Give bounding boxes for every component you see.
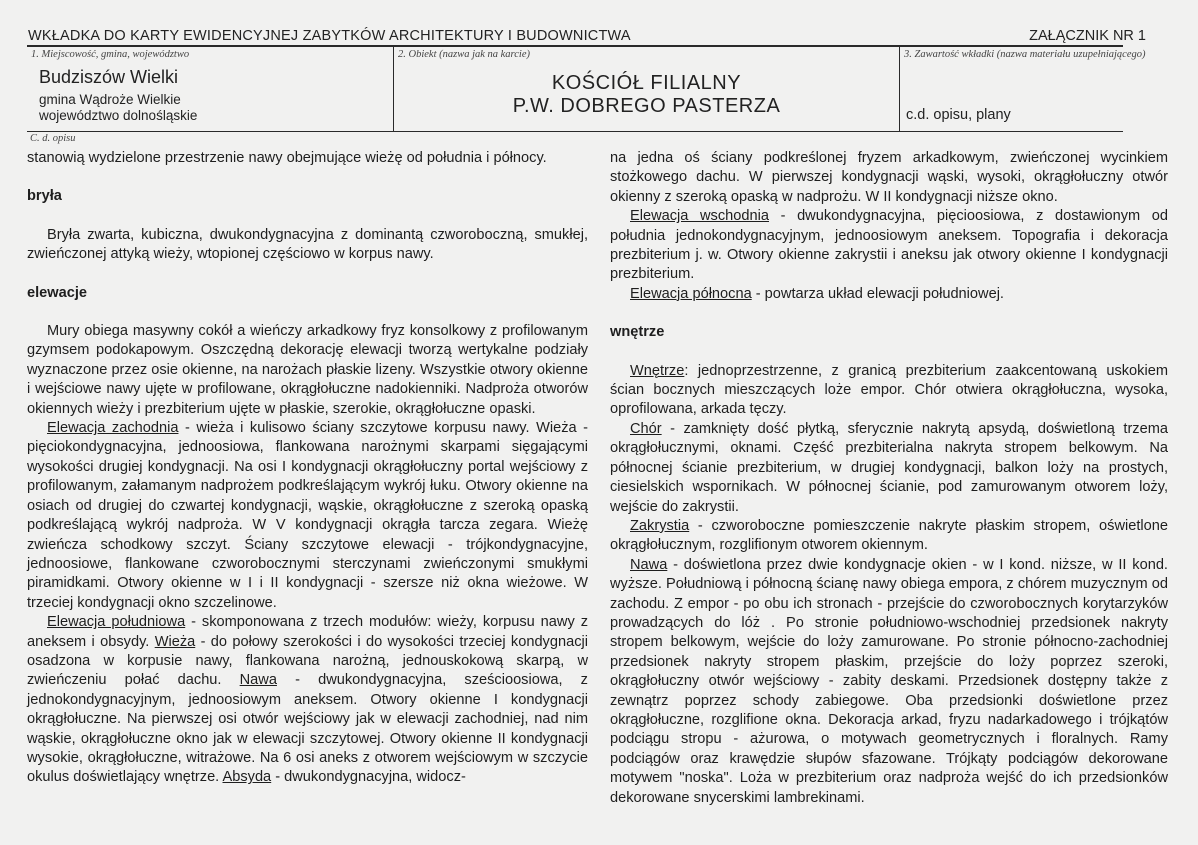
paragraph-sacristy <box>610 517 1168 556</box>
annex-number: ZAŁĄCZNIK NR 1 <box>1029 28 1146 44</box>
text: - skomponowana z trzech modułów: wieży, korpusu nawy z aneksem i obsydy. <box>27 614 588 650</box>
object-label: 2. Obiekt (nazwa jak na karcie) <box>398 49 530 60</box>
term-north-elevation: Elewacja północna <box>630 285 752 302</box>
voivodeship-name: województwo dolnośląskie <box>39 108 198 123</box>
text: - dwukondygnacyjna, widocz- <box>271 769 466 786</box>
object-name-line1: KOŚCIÓŁ FILIALNY <box>551 72 742 94</box>
paragraph-east-elevation <box>610 207 1168 285</box>
right-column <box>610 149 1168 808</box>
paragraph-nave <box>610 556 1168 808</box>
paragraph-south-elevation <box>27 613 588 788</box>
term-west-elevation: Elewacja zachodnia <box>47 420 179 437</box>
text: : jednoprzestrzenne, z granicą prezbiterium zaakcentowaną uskokiem ścian bocznych mieszczących loże empor. Chór otwiera okrągłołuczna, wysoka, oprofilowana, arkada tęczy. <box>610 362 1168 418</box>
paragraph-interior <box>610 362 1168 420</box>
paragraph-north-elevation <box>610 285 1168 304</box>
place-name: Budziszów Wielki <box>39 67 179 87</box>
paragraph: na jedna oś ściany podkreślonej fryzem arkadkowym, zwieńczonej wycinkiem stożkowego dachu. W pierwszej kondygnacji wąski, wysoki, okrągłołuczny otwór okienny z szeroką opaską w nadprożu. W II kondygnacji niższe okno. <box>610 150 1168 205</box>
form-header-table <box>27 45 1146 132</box>
text: - powtarza układ elewacji południowej. <box>751 285 1004 302</box>
continuation-label: C. d. opisu <box>30 133 76 144</box>
object-name-line2: P.W. DOBREGO PASTERZA <box>512 95 781 117</box>
section-heading-wnetrze: wnętrze <box>610 324 665 341</box>
text: - zamknięty dość płytką, sferycznie nakrytą apsydą, doświetloną trzema okrągłołucznymi, oknami. Część prezbiterialna nakryta stropem belkowym. Na północnej ścianie prezbiterium, w drugiej kondygnacji, balkon loży na prostych, ciesielskich wspornikach. W północnej ścianie, pod zamurowanym otworem loży, wejście do zakrystii. <box>610 420 1168 515</box>
gmina-name: gmina Wądroże Wielkie <box>39 92 181 107</box>
contents-cell <box>900 47 1146 131</box>
text: - dwukondygnacyjna, sześcioosiowa, z jednokondygnacyjnym, jednoosiowym aneksem. Otwory okienne I kondygnacji okrągłołuczne. Na pierwszej osi otwór wejściowy jak w elewacji zachodniej, nad nim wąskie, okrągłołuczne okno jak w elewacji szczytowej. Otwory okienne II kondygnacji wysokie, okrągłołuczne, witrażowe. Na 6 osi aneks z otworem wejściowym w szczycie okulus doświetlający wnętrze. <box>27 672 588 786</box>
paragraph: stanowią wydzielone przestrzenie nawy obejmujące wieżę od południa i północy. <box>27 150 547 166</box>
section-heading-bryla: bryła <box>27 188 62 205</box>
term-east-elevation: Elewacja wschodnia <box>630 208 769 225</box>
contents-value: c.d. opisu, plany <box>906 107 1011 123</box>
text: - doświetlona przez dwie kondygnacje okien - w I kond. niższe, w II kond. wyższe. Południową i północną ścianę nawy obiega empora, z chórem muzycznym od zachodu. Z empor - po obu ich stronach - przejście do czworobocznych korytarzyków prowadzących do lóż . Po stronie południowo-wschodniej przedsionek nakryty stropem belkowym, wejście do loży zamurowane. Po stronie północno-zachodniej przedsionek nakryty stropem płaskim, przejście do loży poprzez szeroki, okrągłołuczny otwór wejściowy - zabity deskami. Przedsionek dostępny także z zewnątrz poprzez schody zabiegowe. Oba przedsionki doświetlone przez okrągłołuczne, rozglifione okna. Dekoracja arkad, fryzu nadarkadowego i trójkątów podciągu stropu - ażurowa, o motywach geometrycznych i floralnych. Ramy podciągów oraz krawędzie słupów sfazowane. Trójkąty podciągów dekorowane motywem "noska". Loża w prezbiterium oraz nadproża wejść do ich przedsionków dekorowane snycerskimi lambrekinami. <box>610 556 1168 806</box>
paragraph-choir <box>610 420 1168 517</box>
term-sacristy: Zakrystia <box>630 517 690 534</box>
text: - dwukondygnacyjna, pięcioosiowa, z dostawionym od południa jednokondygnacyjnym, jednoosiowym aneksem. Topografia i dekoracja prezbiterium j. w. Otwory okienne zakrystii i aneksu jak otwory okienne I kondygnacji prezbiterium. <box>610 208 1169 283</box>
paragraph-bryla: Bryła zwarta, kubiczna, dwukondygnacyjna z dominantą czworoboczną, smukłej, zwieńczonej attyką wieży, wtopionej częściowo w korpus nawy. <box>27 226 588 263</box>
term-nave: Nawa <box>239 672 277 689</box>
object-cell <box>394 47 900 131</box>
term-nave: Nawa <box>630 556 668 573</box>
contents-label: 3. Zawartość wkładki (nazwa materiału uzupełniającego) <box>904 49 1146 60</box>
paragraph-elewacje: Mury obiega masywny cokół a wieńczy arkadkowy fryz konsolkowy z profilowanym gzymsem podokapowym. Oszczędną dekorację elewacji tworzą wertykalne podziały wyznaczone przez osie okienne, na narożach płaskie lizeny. Wszystkie otwory okienne i wejściowe nawy ujęte w profilowane, okrągłołuczne nadokienniki. Nadproża otworów okiennych wieży i prezbiterium ujęte w płaskie, szerokie, okrągłołuczne opaski. <box>27 323 588 417</box>
term-interior: Wnętrze <box>630 362 685 379</box>
form-title: WKŁADKA DO KARTY EWIDENCYJNEJ ZABYTKÓW ARCHITEKTURY I BUDOWNICTWA <box>28 28 631 44</box>
term-choir: Chór <box>630 420 662 437</box>
text: - czworoboczne pomieszczenie nakryte płaskim stropem, oświetlone okrągłołucznym, rozglifionym otworem okiennym. <box>610 517 1168 554</box>
text: - wieża i kulisowo ściany szczytowe korpusu nawy. Wieża - pięciokondygnacyjna, jednoosiowa, flankowana narożnymi skarpami sięgającymi wysokości drugiej kondygnacji. Na osi I kondygnacji okrągłołuczny portal wejściowy z profilowanym, załamanym nadprożem podkreślającym wykrój łuku. Otwory okienne na osiach od drugiej do czwartej kondygnacji, wąskie, okrągłołuczne z szeroką opaską podkreślającą wykrój nadproża. W V kondygnacji okrągła tarcza zegara. Wieżę zwieńcza schodkowy szczyt. Ściany szczytowe elewacji - trójkondygnacyjne, jednoosiowe, flankowane czworobocznymi sterczynami zwieńczonymi smukłymi piramidkami. Otwory okienne w I i II kondygnacji - szersze niż okna wieżowe. W trzeciej kondygnacji okno szczelinowe. <box>27 420 588 611</box>
text: - do połowy szerokości i do wysokości trzeciej kondygnacji osadzona w korpusie nawy, flankowana narożną, jednouskokową skarpą, w zwieńczeniu połać dachu. <box>27 633 588 689</box>
location-cell <box>27 47 394 131</box>
term-apse: Absyda <box>222 769 272 786</box>
location-label: 1. Miejscowość, gmina, województwo <box>31 49 190 60</box>
paragraph-west-elevation <box>27 419 588 613</box>
section-heading-elewacje: elewacje <box>27 284 88 301</box>
term-south-elevation: Elewacja południowa <box>47 614 186 631</box>
left-column <box>27 149 588 788</box>
term-tower: Wieża <box>154 633 196 650</box>
